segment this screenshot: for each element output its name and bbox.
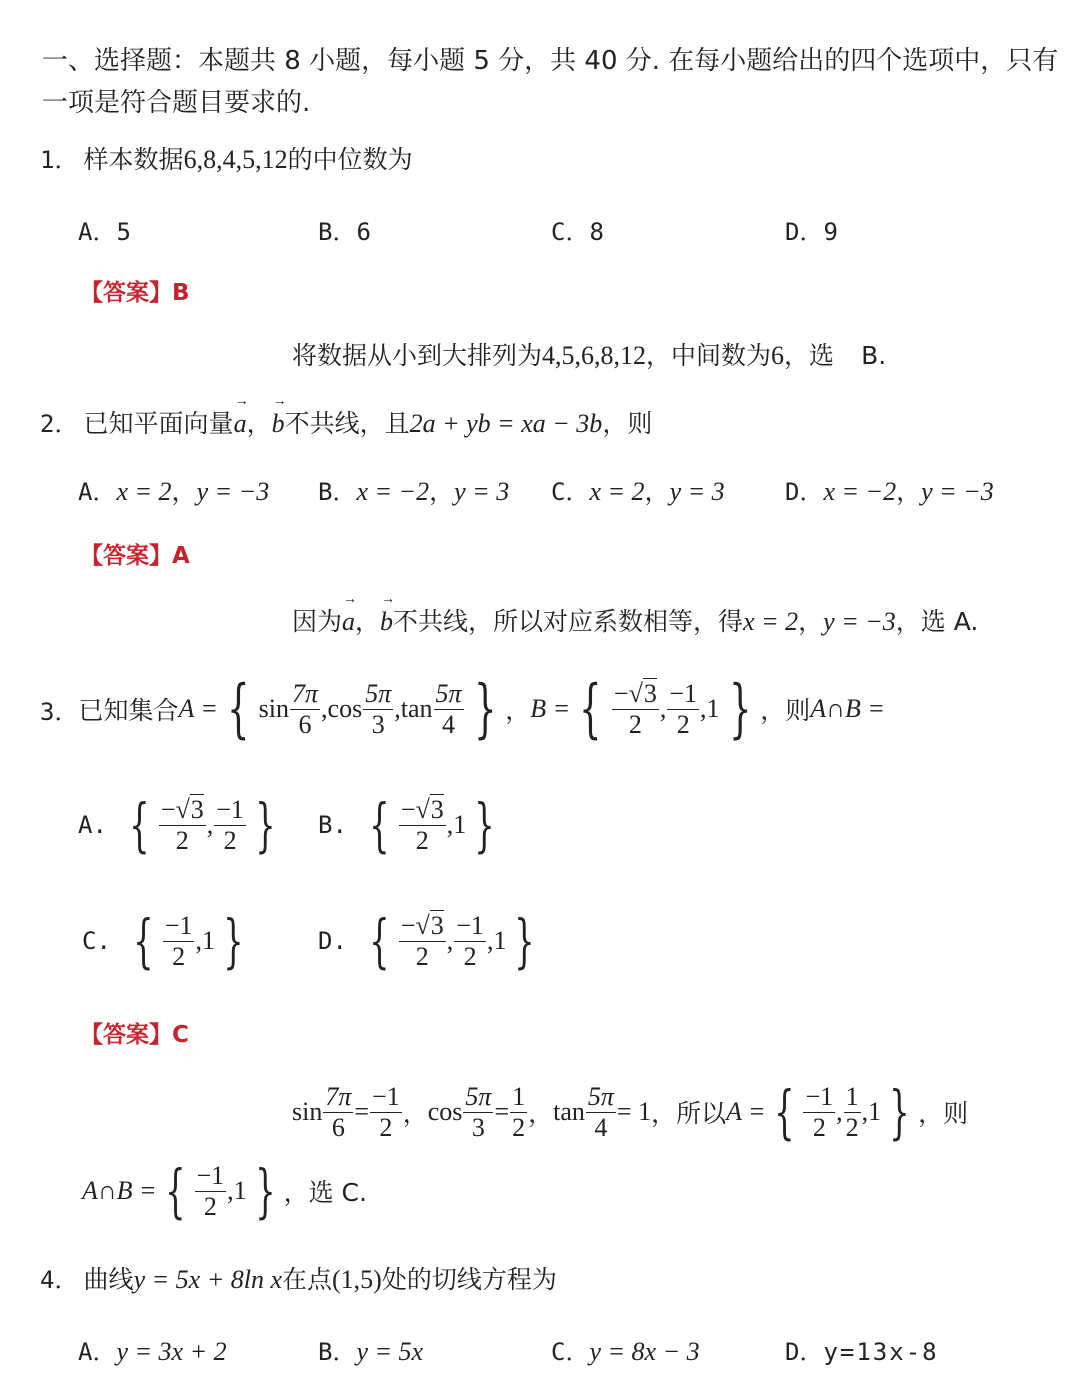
q2-option-a-y: y = −3 (196, 477, 270, 506)
q1-option-d-value: 9 (823, 218, 838, 246)
q3-intersection: A∩B = (810, 694, 885, 723)
left-brace: { (773, 1078, 795, 1146)
right-brace: } (514, 907, 536, 975)
section-header-line2: 一项是符合题目要求的. (42, 88, 311, 118)
q1-answer-letter: B (172, 280, 190, 306)
q3-frac-neg1-2: $\frac{-1}{2}$ (669, 678, 698, 739)
q1-option-c-value: 8 (589, 218, 604, 246)
q3-frac-5pi-3: $\frac{5\pi}{3}$ (365, 678, 392, 739)
q2-stem: 2． 已知平面向量→ a，→ b不共线，且2a + yb = xa − 3b，则 (40, 404, 652, 440)
q2-explanation: 因为→ a，→ b不共线，所以对应系数相等，得x = 2，y = −3，选 A. (292, 602, 978, 638)
q2-stem-mid: 不共线，且 (284, 409, 410, 438)
q3-b-frac-neg-sqrt3-2: $\frac{-√3}{2}$ (400, 794, 444, 855)
q4-option-a-value: y = 3x + 2 (116, 1337, 227, 1366)
q1-option-a-value: 5 (116, 218, 131, 246)
q3-exp-intersection: A∩B = (82, 1176, 157, 1205)
q2-explain-x: x = 2 (743, 607, 799, 636)
q3-option-b-label: B. (318, 811, 347, 839)
q3-option-a[interactable]: A. { $\frac{-√3}{2}$ , $\frac{-1}{2}$ } (78, 791, 276, 859)
q1-explain-median: 6 (771, 341, 785, 370)
q2-option-c-x: x = 2 (589, 477, 645, 506)
right-brace: } (474, 791, 495, 859)
q3-answer (80, 1016, 189, 1049)
q4-option-d-value: y=13x-8 (823, 1338, 939, 1366)
q1-explain-post: ，选 (784, 341, 835, 370)
q2-explain-post: ，选 A. (895, 607, 979, 636)
q3-exp-frac-5pi-3: $\frac{5\pi}{3}$ (465, 1081, 492, 1142)
left-brace: { (133, 907, 154, 975)
q3-stem-pre: 已知集合 (78, 696, 179, 725)
q2-answer-letter: A (172, 543, 190, 569)
q3-answer-letter: C (172, 1022, 189, 1048)
q1-explain-sorted: 4,5,6,8,12 (542, 341, 647, 370)
q3-option-c[interactable]: C. { $\frac{-1}{2}$ , 1 } (82, 907, 244, 975)
q3-exp-tan: tan (553, 1097, 585, 1126)
right-brace: } (728, 672, 752, 746)
q4-option-c-label: C． (551, 1338, 590, 1366)
right-brace: } (255, 791, 276, 859)
q1-stem-post: 的中位数为 (287, 145, 413, 174)
q3-c-one: 1 (201, 926, 215, 955)
q4-option-a-label: A． (78, 1338, 117, 1366)
q4-option-b-label: B． (318, 1338, 357, 1366)
q2-option-d[interactable]: D．x = −2，y = −3 (785, 477, 994, 506)
q3-exp2-frac-neg1-2: $\frac{-1}{2}$ (196, 1160, 225, 1221)
q3-frac-5pi-4: $\frac{5\pi}{4}$ (435, 678, 462, 739)
q3-exp-cos: cos (427, 1097, 463, 1126)
q1-option-b[interactable] (318, 212, 371, 247)
q3-tan: tan (400, 694, 433, 723)
q2-option-c-y: y = 3 (669, 477, 725, 506)
q2-explain-mid: 不共线，所以对应系数相等，得 (393, 607, 744, 636)
q1-number: 1． (40, 146, 79, 174)
q1-option-c[interactable] (551, 212, 604, 247)
q3-a-frac-neg1-2: $\frac{-1}{2}$ (216, 794, 244, 855)
q3-set-a-name: A = (178, 694, 218, 723)
q3-option-b[interactable]: B. { $\frac{-√3}{2}$ , 1 } (318, 791, 495, 859)
q1-option-b-value: 6 (356, 218, 371, 246)
q4-option-c[interactable] (551, 1332, 700, 1367)
right-brace: } (254, 1157, 276, 1225)
left-brace: { (129, 791, 150, 859)
right-brace: } (889, 1078, 910, 1146)
q1-explain-mid: ，中间数为 (646, 341, 772, 370)
q2-option-a[interactable]: A．x = 2，y = −3 (78, 477, 270, 506)
q3-exp-frac-1-2: $\frac{1}{2}$ (512, 1081, 526, 1142)
q3-exp-set-a: A = (726, 1097, 766, 1126)
q1-data: 6,8,4,5,12 (183, 145, 288, 174)
q2-option-b-y: y = 3 (454, 477, 510, 506)
q3-explain-choice: ，选 C. (283, 1178, 367, 1207)
q4-number: 4． (40, 1266, 79, 1294)
q3-stem: 3． 已知集合 A = { sin $\frac{7\pi}{6}$ , cos $\frac{5\pi}{3}$ , tan $\frac{5\pi}{4}$ } ， B = { $\frac{-√3}{2}$ , $\frac{-1}{2}$ , 1 } ，则 A∩B = (40, 672, 885, 746)
q2-option-b-x: x = −2 (356, 477, 430, 506)
q1-answer (80, 274, 190, 307)
q2-option-c-label: C． (551, 478, 590, 506)
q4-curve: y = 5x + 8ln x (133, 1265, 282, 1294)
q1-explain-pre: 将数据从小到大排列为 (292, 341, 543, 370)
q4-stem-mid: 在点 (282, 1265, 333, 1294)
q3-exp-sin: sin (292, 1097, 323, 1126)
left-brace: { (369, 907, 390, 975)
left-brace: { (369, 791, 390, 859)
q3-a-frac-neg-sqrt3-2: $\frac{-√3}{2}$ (160, 794, 204, 855)
q3-answer-tag: 【答案】 (80, 1022, 172, 1048)
q3-d-frac-neg1-2: $\frac{-1}{2}$ (456, 910, 484, 971)
q1-answer-tag: 【答案】 (80, 280, 172, 306)
q3-exp-set-frac-1-2: $\frac{1}{2}$ (845, 1081, 859, 1142)
q1-stem-pre: 样本数据 (83, 145, 184, 174)
q2-option-b-label: B． (318, 478, 357, 506)
q4-stem-pre: 曲线 (83, 1265, 134, 1294)
left-brace: { (227, 672, 250, 746)
q1-option-c-label: C． (551, 218, 590, 246)
q2-option-a-label: A． (78, 478, 117, 506)
q3-sin: sin (258, 694, 289, 723)
q3-explain-so: ，所以 (651, 1099, 727, 1128)
q2-stem-post: ，则 (602, 409, 653, 438)
q3-option-c-label: C. (82, 927, 111, 955)
q2-option-c[interactable]: C．x = 2，y = 3 (551, 477, 725, 506)
section-header-line1: 一、选择题：本题共 8 小题，每小题 5 分，共 40 分. 在每小题给出的四个选项中，只有 (42, 46, 1059, 76)
q4-option-a[interactable] (78, 1332, 227, 1367)
q3-explanation-line1: sin $\frac{7\pi}{6}$ = $\frac{-1}{2}$ ， cos $\frac{5\pi}{3}$ = $\frac{1}{2}$ ， tan $\frac{5\pi}{4}$ = 1 ，所以 A = { $\frac{-1}{2}$ , $\frac{1}{2}$ , 1 } ，则 (292, 1078, 969, 1146)
left-brace: { (164, 1157, 186, 1225)
q1-option-a-label: A． (78, 218, 117, 246)
q2-equation: 2a + yb = xa − 3b (409, 409, 603, 438)
q3-exp-frac-7pi-6: $\frac{7\pi}{6}$ (325, 1081, 352, 1142)
q3-option-d-label: D. (318, 927, 347, 955)
q4-option-c-value: y = 8x − 3 (589, 1337, 700, 1366)
q3-explanation-line2: A∩B = { $\frac{-1}{2}$ , 1 } ，选 C. (82, 1157, 367, 1225)
q2-option-d-label: D． (785, 478, 824, 506)
q1-option-a[interactable] (78, 212, 131, 247)
q4-option-d-label: D． (785, 1338, 824, 1366)
q2-explain-vector-a: → a (342, 607, 355, 637)
q3-exp-set-frac-neg1-2: $\frac{-1}{2}$ (805, 1081, 834, 1142)
q3-explain-then: ，则 (918, 1099, 969, 1128)
q4-stem (40, 1260, 557, 1296)
q3-d-frac-neg-sqrt3-2: $\frac{-√3}{2}$ (400, 910, 444, 971)
right-brace: } (473, 672, 497, 746)
q1-stem (40, 140, 413, 176)
q4-option-b[interactable] (318, 1332, 423, 1367)
q1-explanation (292, 336, 886, 372)
q2-explain-vector-b: → b (380, 607, 393, 637)
q2-answer (80, 537, 190, 570)
q2-explain-y: y = −3 (823, 607, 896, 636)
q2-stem-pre: 已知平面向量 (83, 409, 234, 438)
q3-set-b-name: B = (530, 694, 571, 723)
q2-vector-b: → b (272, 409, 285, 439)
q1-option-b-label: B． (318, 218, 357, 246)
q2-option-d-y: y = −3 (921, 477, 994, 506)
q1-explain-choice: B. (861, 341, 887, 370)
q3-one: 1 (706, 694, 720, 723)
q4-stem-post: 处的切线方程为 (381, 1265, 557, 1294)
q3-stem-post: ，则 (760, 696, 811, 725)
right-brace: } (223, 907, 244, 975)
q4-option-b-value: y = 5x (356, 1337, 424, 1366)
q3-option-a-label: A. (78, 811, 107, 839)
q3-exp-frac-5pi-4: $\frac{5\pi}{4}$ (587, 1081, 614, 1142)
q3-b-one: 1 (453, 810, 467, 839)
left-brace: { (579, 672, 602, 746)
q2-option-d-x: x = −2 (823, 477, 897, 506)
q3-frac-neg-sqrt3-2: $\frac{-√3}{2}$ (613, 678, 657, 739)
q3-d-one: 1 (493, 926, 507, 955)
q1-option-d[interactable] (785, 212, 838, 247)
q2-option-b[interactable]: B．x = −2，y = 3 (318, 477, 510, 506)
q2-number: 2． (40, 410, 79, 438)
q3-option-d[interactable]: D. { $\frac{-√3}{2}$ , $\frac{-1}{2}$ , 1 } (318, 907, 536, 975)
q2-explain-pre: 因为 (292, 607, 343, 636)
q2-answer-tag: 【答案】 (80, 543, 172, 569)
q3-c-frac-neg1-2: $\frac{-1}{2}$ (164, 910, 193, 971)
q3-cos: cos (327, 694, 363, 723)
q3-number: 3． (40, 697, 79, 726)
q4-point: (1,5) (332, 1265, 382, 1294)
q2-vector-a: → a (234, 409, 247, 439)
q1-option-d-label: D． (785, 218, 824, 246)
q3-frac-7pi-6: $\frac{7\pi}{6}$ (292, 678, 319, 739)
q3-exp-frac-neg1-2: $\frac{-1}{2}$ (372, 1081, 400, 1142)
q4-option-d[interactable] (785, 1332, 939, 1367)
q2-option-a-x: x = 2 (116, 477, 172, 506)
